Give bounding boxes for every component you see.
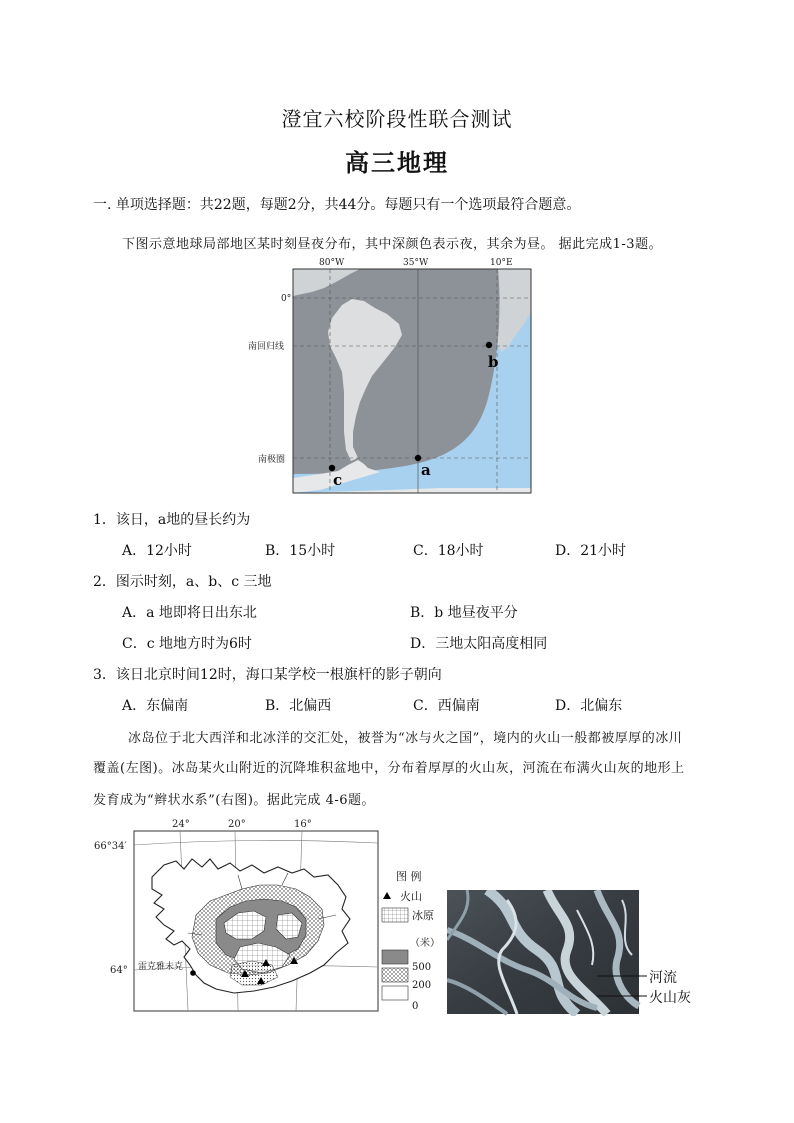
legend-level-200: 200: [412, 980, 432, 991]
passage-2-line-1: 冰岛位于北大西洋和北冰洋的交汇处，被誉为“冰与火之国”，境内的火山一般都被厚厚的冰川: [128, 731, 683, 746]
q3-option-d[interactable]: D．北偏东: [555, 698, 623, 714]
lon-label-24: 24°: [172, 819, 190, 830]
point-b-label: b: [488, 353, 499, 371]
lat-label-66: 66°34′: [94, 841, 127, 852]
q1-option-c[interactable]: C．18小时: [413, 543, 484, 559]
q3-option-b[interactable]: B．北偏西: [265, 698, 332, 714]
braided-river-photo: [447, 890, 707, 1016]
lon-label-16: 16°: [294, 819, 312, 830]
question-3-stem: 3．该日北京时间12时，海口某学校一根旗杆的影子朝向: [93, 667, 442, 683]
q1-option-b[interactable]: B．15小时: [265, 543, 336, 559]
lon-label-80w: 80°W: [319, 258, 345, 268]
question-1-stem: 1．该日，a地的昼长约为: [93, 512, 251, 528]
passage-2-line-3: 发育成为“辫状水系”(右图)。据此完成 4-6题。: [93, 793, 376, 808]
volcano-icon: [383, 892, 391, 899]
q2-option-c[interactable]: C．c 地地方时为6时: [122, 636, 252, 652]
passage-2-line-2: 覆盖(左图)。冰岛某火山附近的沉降堆积盆地中，分布着厚厚的火山灰，河流在布满火山灰的地形上: [93, 761, 685, 776]
legend-icefield: 冰原: [412, 909, 434, 922]
day-night-map: [240, 252, 540, 497]
lon-label-10e: 10°E: [490, 258, 513, 268]
city-label-reykjavik: 雷克雅未克: [138, 962, 184, 972]
point-c-label: c: [333, 471, 343, 489]
question-2-stem: 2．图示时刻，a、b、c 三地: [93, 574, 272, 590]
lat-label-tropic: 南回归线: [248, 342, 285, 352]
lat-label-equator: 0°: [281, 294, 292, 304]
photo-label-ash: 火山灰: [649, 990, 691, 1006]
section-heading: 一. 单项选择题：共22题，每题2分，共44分。每题只有一个选项最符合题意。: [93, 197, 581, 213]
q3-option-a[interactable]: A．东偏南: [122, 698, 189, 714]
legend-title: 图 例: [396, 870, 422, 883]
legend-level-0: 0: [412, 1001, 419, 1012]
iceland-map: [92, 815, 382, 1015]
q3-option-c[interactable]: C．西偏南: [413, 698, 480, 714]
lon-label-20: 20°: [228, 819, 246, 830]
passage-1: 下图示意地球局部地区某时刻昼夜分布，其中深颜色表示夜，其余为昼。 据此完成1-3题。: [122, 237, 663, 252]
q2-option-a[interactable]: A．a 地即将日出东北: [122, 605, 257, 621]
photo-label-river: 河流: [649, 970, 677, 986]
q1-option-d[interactable]: D．21小时: [555, 543, 627, 559]
legend-level-500: 500: [412, 962, 432, 973]
exam-title: 澄宜六校阶段性联合测试: [281, 107, 513, 131]
q2-option-d[interactable]: D．三地太阳高度相同: [410, 636, 548, 652]
legend-unit: （米）: [410, 938, 440, 949]
lon-label-35w: 35°W: [403, 258, 429, 268]
map-legend: [380, 866, 450, 1016]
lat-label-64: 64°: [110, 965, 128, 976]
exam-subject: 高三地理: [345, 148, 449, 177]
q2-option-b[interactable]: B．b 地昼夜平分: [410, 605, 518, 621]
point-a-label: a: [421, 461, 431, 479]
lat-label-antarctic: 南极圈: [258, 455, 286, 465]
q1-option-a[interactable]: A．12小时: [122, 543, 192, 559]
legend-volcano: 火山: [400, 890, 422, 903]
